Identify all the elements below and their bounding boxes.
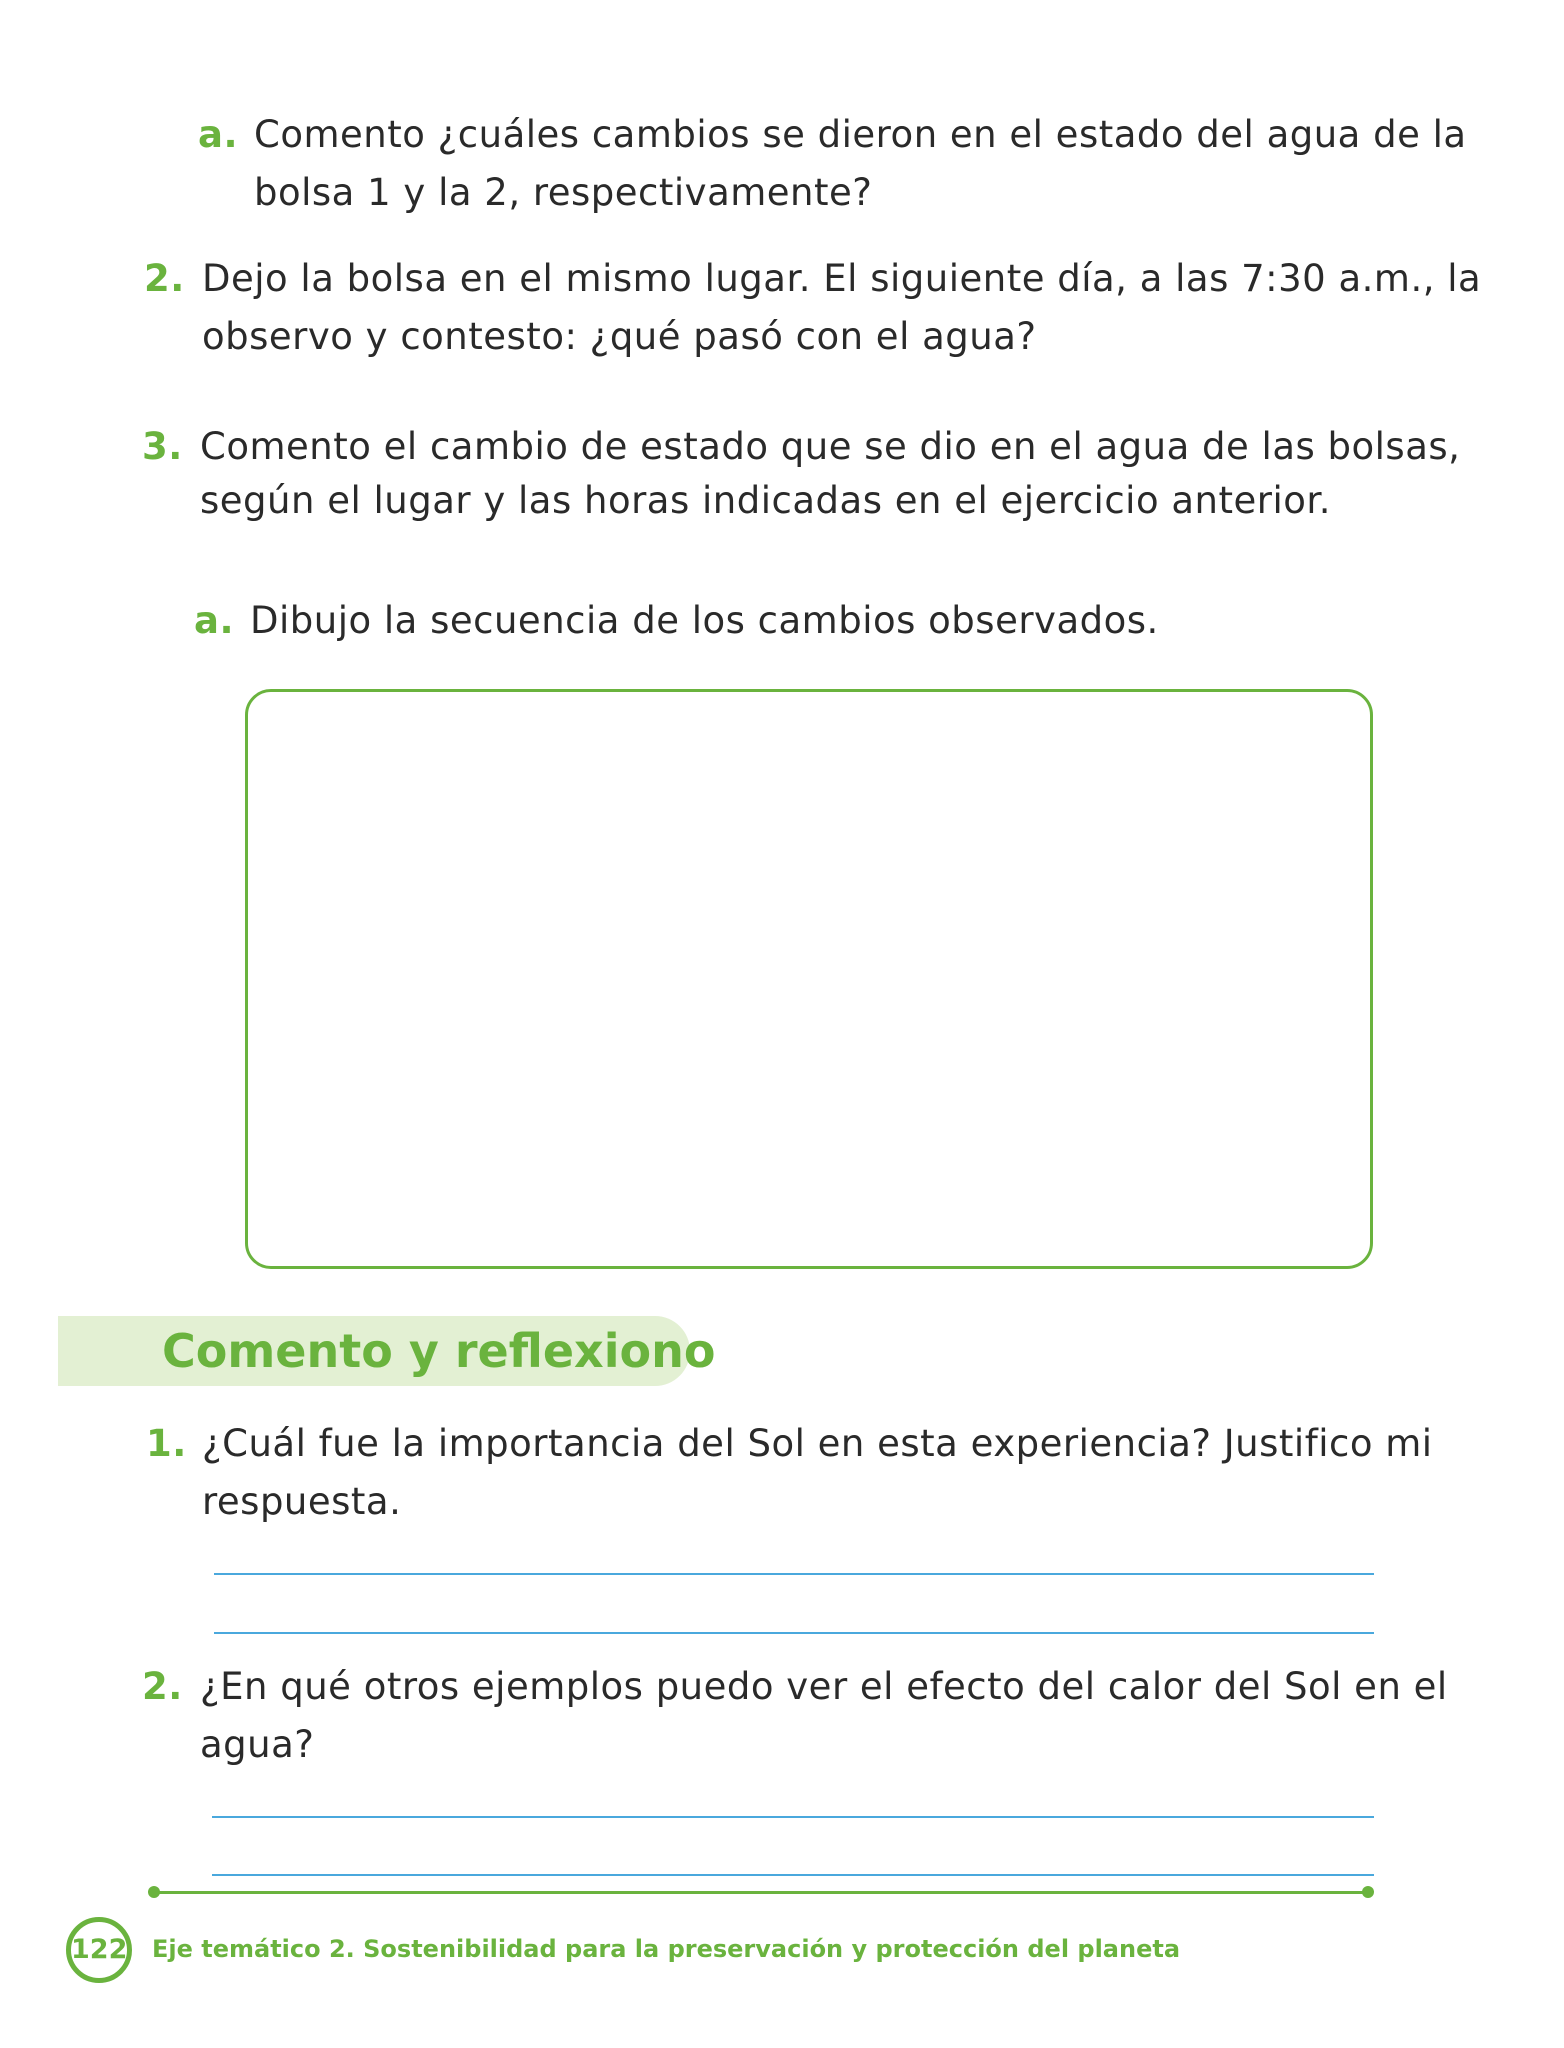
question-2 <box>142 1658 1448 1774</box>
footer-text: Eje temático 2. Sostenibilidad para la preservación y protección del planeta <box>152 1935 1181 1963</box>
question-text-line: agua? <box>200 1723 315 1766</box>
answer-line[interactable] <box>212 1874 1374 1876</box>
rule-end-dot <box>148 1886 160 1898</box>
answer-line[interactable] <box>212 1816 1374 1818</box>
question-marker: 1. <box>146 1422 187 1465</box>
question-text-line: ¿Cuál fue la importancia del Sol en esta experiencia? Justifico mi <box>202 1422 1433 1465</box>
item-text-line: Comento el cambio de estado que se dio en el agua de las bolsas, <box>200 425 1461 468</box>
item-marker: a. <box>198 113 239 156</box>
item-3 <box>142 420 1461 528</box>
rule-end-dot <box>1362 1886 1374 1898</box>
item-text-line: observo y contesto: ¿qué pasó con el agua? <box>202 315 1037 358</box>
item-text-line: según el lugar y las horas indicadas en el ejercicio anterior. <box>200 479 1331 522</box>
page-number: 122 <box>66 1917 132 1983</box>
item-marker: 2. <box>144 257 185 300</box>
question-text-line: respuesta. <box>202 1480 402 1523</box>
question-marker: 2. <box>142 1665 183 1708</box>
item-text-line: Comento ¿cuáles cambios se dieron en el estado del agua de la <box>254 113 1467 156</box>
drawing-box[interactable] <box>245 689 1373 1269</box>
item-marker: a. <box>194 599 235 642</box>
item-a-drawing <box>194 592 1159 650</box>
answer-line[interactable] <box>214 1573 1374 1575</box>
answer-line[interactable] <box>214 1632 1374 1634</box>
footer-rule <box>150 1891 1372 1894</box>
section-title: Comento y reflexiono <box>162 1324 716 1378</box>
item-text-line: Dejo la bolsa en el mismo lugar. El siguiente día, a las 7:30 a.m., la <box>202 257 1482 300</box>
item-text-line: Dibujo la secuencia de los cambios observados. <box>250 599 1159 642</box>
question-text-line: ¿En qué otros ejemplos puedo ver el efecto del calor del Sol en el <box>200 1665 1448 1708</box>
item-text-line: bolsa 1 y la 2, respectivamente? <box>254 171 873 214</box>
question-1 <box>146 1415 1433 1531</box>
item-2 <box>144 250 1482 366</box>
item-marker: 3. <box>142 425 183 468</box>
item-a-first <box>198 106 1467 222</box>
